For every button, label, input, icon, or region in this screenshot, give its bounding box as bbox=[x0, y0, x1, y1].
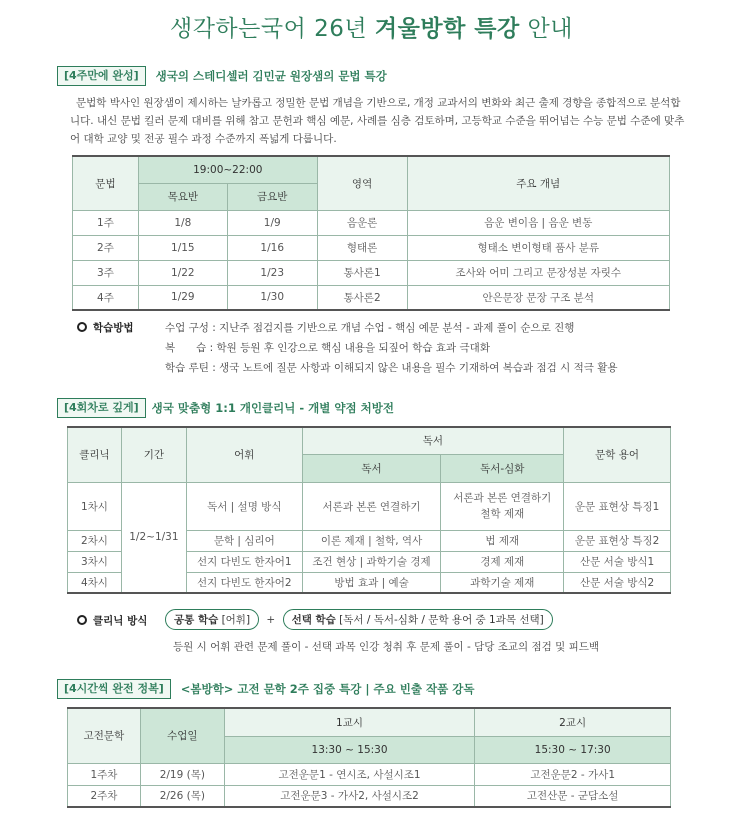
period-header: 기간 bbox=[121, 427, 186, 482]
learning-method bbox=[77, 320, 697, 376]
table-row: 1주차 2/19 (목) 고전운문1 - 연시조, 사설시조1 고전운문2 - 가사1 bbox=[68, 763, 671, 785]
method-line-3: 학습 루틴 : 생국 노트에 질문 사항과 이해되지 않은 내용을 필수 기재하여 복습과 점검 시 적극 활용 bbox=[165, 362, 618, 374]
learning-method-label: 학습방법 bbox=[93, 322, 134, 334]
clinic-header: 클리닉 bbox=[68, 427, 122, 482]
fri-class-header: 금요반 bbox=[227, 183, 317, 210]
period-1-time: 13:30 ~ 15:30 bbox=[224, 736, 475, 763]
section-2-title: 생국 맞춤형 1:1 개인클리닉 - 개별 약점 처방전 bbox=[151, 401, 394, 415]
period-1-header: 1교시 bbox=[224, 708, 475, 736]
section-1-title: 생국의 스테디셀러 김민균 원장샘의 문법 특강 bbox=[155, 69, 387, 83]
area-header: 영역 bbox=[317, 156, 407, 210]
section-1-header bbox=[57, 66, 387, 86]
lit-term-header: 문학 용어 bbox=[564, 427, 671, 482]
classic-literature-table bbox=[67, 707, 671, 808]
time-header: 19:00~22:00 bbox=[138, 156, 317, 183]
clinic-method bbox=[77, 609, 697, 655]
vocab-header: 어휘 bbox=[186, 427, 302, 482]
table-row: 1주 1/8 1/9 음운론 음운 변이음 | 음운 변동 bbox=[73, 210, 670, 235]
title-part-2: 안내 bbox=[519, 16, 573, 42]
section-3-header bbox=[57, 679, 474, 699]
clinic-table bbox=[67, 426, 671, 594]
table-row: 4주 1/29 1/30 통사론2 안은문장 문장 구조 분석 bbox=[73, 285, 670, 310]
clinic-method-label: 클리닉 방식 bbox=[93, 615, 148, 627]
date-header: 수업일 bbox=[140, 708, 224, 763]
table-row: 2주 1/15 1/16 형태론 형태소 변이형태 품사 분류 bbox=[73, 235, 670, 260]
reading-group-header: 독서 bbox=[302, 427, 564, 454]
period-2-time: 15:30 ~ 17:30 bbox=[475, 736, 671, 763]
section-1-intro: 문법학 박사인 원장샘이 제시하는 날카롭고 정밀한 문법 개념을 기반으로, 개정 교과서의 변화와 최근 출제 경향을 종합적으로 분석합니다. 내신 문법 킬러 문제 대비를 위해 참고 문헌과 핵심 예문, 사례를 심층 검토하며, 고등학교 수준을 뛰어넘는 수능 문법 수준에 맞추어 대학 교양 및 전공 필수 과정 수준까지 폭넓게 다룹니다. bbox=[70, 97, 685, 145]
plus-sign: + bbox=[266, 614, 276, 626]
title-part-1: 생각하는국어 26년 bbox=[170, 16, 375, 42]
table-row: 2주차 2/26 (목) 고전운문3 - 가사2, 사설시조2 고전산문 - 군담소설 bbox=[68, 785, 671, 807]
common-study-pill: 공통 학습 [어휘] bbox=[165, 609, 259, 630]
section-3-tag: [4시간씩 완전 정복] bbox=[57, 679, 171, 699]
concept-header: 주요 개념 bbox=[407, 156, 670, 210]
clinic-method-desc: 등원 시 어휘 관련 문제 풀이 - 선택 과목 인강 청취 후 문제 풀이 - 담당 조교의 점검 및 피드백 bbox=[173, 641, 599, 653]
period-2-header: 2교시 bbox=[475, 708, 671, 736]
grammar-schedule-table bbox=[72, 155, 670, 311]
circle-bullet-icon bbox=[77, 322, 87, 332]
circle-bullet-icon bbox=[77, 615, 87, 625]
title-bold: 겨울방학 특강 bbox=[374, 16, 520, 42]
thu-class-header: 목요반 bbox=[138, 183, 227, 210]
section-1-tag: [4주만에 완성] bbox=[57, 66, 146, 86]
clinic-period: 1/2~1/31 bbox=[121, 482, 186, 593]
grammar-col-header: 문법 bbox=[73, 156, 139, 210]
elective-study-pill: 선택 학습 [독서 / 독서-심화 / 문학 용어 중 1과목 선택] bbox=[283, 609, 553, 630]
method-line-2: 복 습 : 학원 등원 후 인강으로 핵심 내용을 되짚어 학습 효과 극대화 bbox=[165, 342, 490, 354]
table-row: 3차시 선지 다빈도 한자어1 조건 현상 | 과학기술 경제 경제 제재 산문 서술 방식1 bbox=[68, 551, 671, 572]
section-2-header bbox=[57, 398, 394, 418]
section-3-title: <봄방학> 고전 문학 2주 집중 특강 | 주요 빈출 작품 강독 bbox=[180, 682, 475, 696]
page-title bbox=[0, 10, 743, 43]
reading-adv-header: 독서-심화 bbox=[441, 454, 564, 482]
table-row: 4차시 선지 다빈도 한자어2 방법 효과 | 예술 과학기술 제재 산문 서술 방식2 bbox=[68, 572, 671, 593]
section-2-tag: [4회차로 깊게] bbox=[57, 398, 146, 418]
table-row: 1차시 1/2~1/31 독서 | 설명 방식 서론과 본론 연결하기 서론과 본론 연결하기 철학 제재 운문 표현상 특징1 bbox=[68, 482, 671, 530]
table-row: 2차시 문학 | 심리어 이론 제재 | 철학, 역사 법 제재 운문 표현상 특징2 bbox=[68, 530, 671, 551]
table-row: 3주 1/22 1/23 통사론1 조사와 어미 그리고 문장성분 자릿수 bbox=[73, 260, 670, 285]
method-line-1: 수업 구성 : 지난주 점검지를 기반으로 개념 수업 - 핵심 예문 분석 - 과제 풀이 순으로 진행 bbox=[165, 322, 575, 334]
reading-header: 독서 bbox=[302, 454, 441, 482]
classic-col-header: 고전문학 bbox=[68, 708, 141, 763]
